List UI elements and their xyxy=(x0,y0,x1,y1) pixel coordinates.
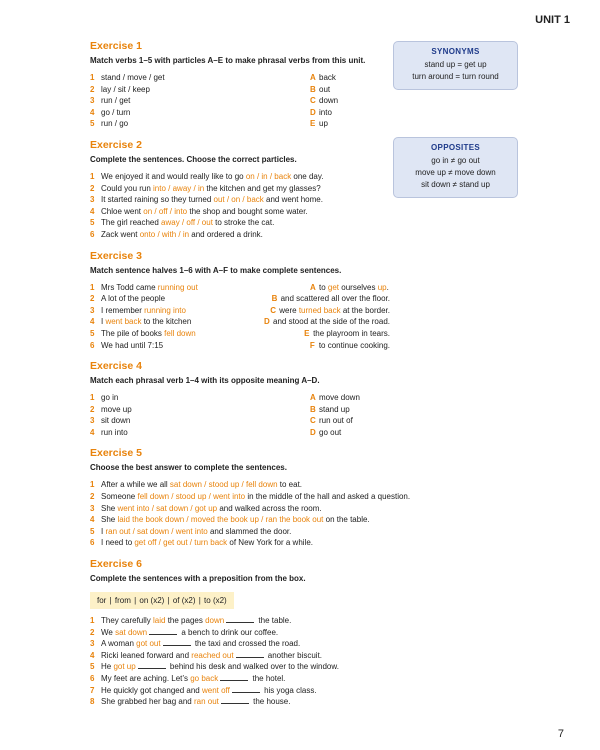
item-number: 5 xyxy=(90,119,95,129)
item-text: go / turn xyxy=(101,107,131,117)
answer-options: laid the book down / moved the book up / ran the book out xyxy=(117,515,324,525)
highlight-text: sat down xyxy=(115,627,148,637)
item-number: 2 xyxy=(90,84,95,94)
item-number: 3 xyxy=(90,96,95,106)
item-text: We enjoyed it and would really like to go xyxy=(101,171,246,181)
highlight-text: went back xyxy=(105,317,142,327)
item-number: 7 xyxy=(90,685,95,695)
list-item xyxy=(90,282,390,294)
list-item xyxy=(90,229,390,241)
item-text: run out of xyxy=(319,416,353,426)
item-text: the playroom in tears. xyxy=(313,328,390,338)
item-number: 4 xyxy=(90,317,95,327)
highlight-text: went off xyxy=(201,685,230,695)
item-number: 1 xyxy=(90,282,95,292)
item-text: Someone xyxy=(101,492,138,502)
item-number: 3 xyxy=(90,639,95,649)
item-text: the house. xyxy=(250,697,291,707)
item-number: 3 xyxy=(90,416,95,426)
word-box: for | from | on (x2) | of (x2) | to (x2) xyxy=(90,592,234,609)
answer-options: into / away / in xyxy=(153,183,205,193)
item-text: to xyxy=(319,282,328,292)
item-text: She xyxy=(101,515,118,525)
highlight-text: ran out xyxy=(193,697,219,707)
item-number: 6 xyxy=(90,538,95,548)
list-item xyxy=(90,537,390,549)
item-letter: E xyxy=(310,119,316,129)
answer-blank[interactable] xyxy=(149,627,177,635)
opposite-line: go in ≠ go out xyxy=(431,156,480,165)
item-number: 1 xyxy=(90,73,95,82)
synonym-line: stand up = get up xyxy=(424,60,487,69)
item-text: to stroke the cat. xyxy=(212,218,275,228)
item-letter: C xyxy=(310,96,316,106)
item-text: Could you run xyxy=(101,183,154,193)
item-number: 5 xyxy=(90,662,95,672)
list-item xyxy=(90,118,390,130)
item-letter: D xyxy=(310,427,316,437)
answer-options: onto / with / in xyxy=(139,229,190,239)
answer-blank[interactable] xyxy=(138,661,166,669)
item-letter: B xyxy=(310,84,316,94)
answer-options: get off / get out / turn back xyxy=(134,538,228,548)
item-number: 8 xyxy=(90,697,95,707)
list-item xyxy=(90,685,390,697)
list-item xyxy=(90,171,390,183)
item-number: 4 xyxy=(90,650,95,660)
item-text: and stood at the side of the road. xyxy=(273,317,390,327)
item-text: Mrs Todd came xyxy=(101,282,158,292)
list-item xyxy=(90,316,390,328)
opposites-box xyxy=(393,137,518,198)
item-text: his yoga class. xyxy=(261,685,317,695)
item-text: and scattered all over the floor. xyxy=(280,294,390,304)
exercise-instruction: Match verbs 1–5 with particles A–E to make phrasal verbs from this unit. xyxy=(90,56,366,65)
item-text: run into xyxy=(101,427,128,437)
item-text: A woman xyxy=(101,639,137,649)
item-number: 5 xyxy=(90,526,95,536)
synonyms-title: SYNONYMS xyxy=(431,47,480,56)
item-text: the hotel. xyxy=(250,674,286,683)
list-item xyxy=(90,491,411,503)
list-item xyxy=(90,217,390,229)
list-item xyxy=(90,328,390,340)
opposite-line: move up ≠ move down xyxy=(415,168,496,177)
answer-options: went into / sat down / got up xyxy=(117,503,218,513)
opposites-title: OPPOSITES xyxy=(431,143,480,152)
item-number: 5 xyxy=(90,218,95,228)
item-text: move down xyxy=(319,393,360,403)
list-item xyxy=(90,650,390,662)
item-text: the shop and bought some water. xyxy=(187,206,308,216)
item-text: It started raining so they turned xyxy=(101,195,214,205)
list-item xyxy=(90,661,390,673)
exercise-3 xyxy=(90,250,390,352)
item-text: She xyxy=(101,503,118,513)
item-number: 2 xyxy=(90,294,95,304)
list-item xyxy=(90,427,390,439)
exercise-1 xyxy=(90,40,390,130)
answer-blank[interactable] xyxy=(236,650,264,658)
item-text: the taxi and crossed the road. xyxy=(192,639,301,649)
list-item xyxy=(90,107,390,119)
list-item xyxy=(90,627,390,639)
item-number: 5 xyxy=(90,328,95,338)
item-number: 3 xyxy=(90,305,95,315)
list-item xyxy=(90,514,390,526)
highlight-text: up xyxy=(377,282,387,292)
list-item xyxy=(90,503,390,515)
item-text: My feet are aching. Let’s xyxy=(101,674,191,683)
item-letter: B xyxy=(271,294,278,304)
opposite-line: sit down ≠ stand up xyxy=(421,180,490,189)
item-text: I xyxy=(101,317,106,327)
exercise-5 xyxy=(90,447,411,549)
item-number: 2 xyxy=(90,183,95,193)
item-text: and walked across the room. xyxy=(217,503,322,513)
highlight-text: got out xyxy=(136,639,161,649)
answer-blank[interactable] xyxy=(163,638,191,646)
item-text: go out xyxy=(319,427,342,437)
item-letter: B xyxy=(310,404,316,414)
item-number: 2 xyxy=(90,404,95,414)
answer-options: away / off / out xyxy=(161,218,213,228)
item-letter: C xyxy=(310,416,316,426)
item-text: up xyxy=(319,119,328,129)
highlight-text: get xyxy=(327,282,340,292)
item-text: to eat. xyxy=(277,480,303,490)
list-item xyxy=(90,479,390,491)
highlight-text: fell down xyxy=(164,328,196,338)
exercise-instruction: Match sentence halves 1–6 with A–F to make complete sentences. xyxy=(90,265,342,275)
item-text: back xyxy=(319,73,336,82)
list-item xyxy=(90,72,390,84)
item-letter: A xyxy=(310,73,316,82)
answer-options: out / on / back xyxy=(213,195,264,205)
highlight-text: laid xyxy=(153,616,166,626)
item-text: move up xyxy=(101,404,132,414)
list-item xyxy=(90,404,390,416)
item-text: ourselves xyxy=(339,282,378,292)
list-item xyxy=(90,392,390,404)
list-item xyxy=(90,206,390,218)
list-item xyxy=(90,526,390,538)
item-text: lay / sit / keep xyxy=(101,84,150,94)
item-text: another biscuit. xyxy=(265,650,323,660)
answer-options: sat down / stood up / fell down xyxy=(169,480,278,490)
item-number: 1 xyxy=(90,393,95,403)
highlight-text: down xyxy=(205,616,225,626)
word-box-item: to (x2) xyxy=(204,596,227,606)
list-item xyxy=(90,293,390,305)
word-box-item: on (x2) xyxy=(139,596,165,606)
item-text: into xyxy=(319,107,332,117)
answer-blank[interactable] xyxy=(232,685,260,693)
item-text: She grabbed her bag and xyxy=(101,697,194,707)
list-item xyxy=(90,95,390,107)
item-number: 2 xyxy=(90,492,95,502)
item-letter: D xyxy=(264,317,270,327)
item-letter: E xyxy=(304,328,310,338)
answer-options: on / in / back xyxy=(245,171,292,181)
item-number: 4 xyxy=(90,107,95,117)
item-text: After a while we all xyxy=(101,480,170,490)
exercise-instruction: Choose the best answer to complete the sentences. xyxy=(90,463,287,473)
page-number: 7 xyxy=(557,728,564,740)
item-text: A lot of the people xyxy=(101,294,166,304)
unit-label: UNIT 1 xyxy=(535,14,570,26)
item-letter: A xyxy=(310,393,316,403)
item-text: . xyxy=(386,282,389,292)
item-text: They carefully xyxy=(101,616,154,626)
exercise-title: Exercise 3 xyxy=(90,249,142,262)
item-text: I remember xyxy=(101,305,145,315)
list-item xyxy=(90,84,390,96)
item-text: Ricki leaned forward and xyxy=(101,650,192,660)
item-text: and went home. xyxy=(263,195,323,205)
item-number: 4 xyxy=(90,515,95,525)
exercise-instruction: Match each phrasal verb 1–4 with its opposite meaning A–D. xyxy=(90,376,320,386)
highlight-text: go back xyxy=(190,674,219,683)
item-text: of New York for a while. xyxy=(227,538,313,548)
exercise-title: Exercise 5 xyxy=(90,447,142,460)
item-text: He quickly got changed and xyxy=(101,685,202,695)
highlight-text: running into xyxy=(144,305,186,315)
item-letter: A xyxy=(310,282,316,292)
item-number: 6 xyxy=(90,674,95,683)
list-item xyxy=(90,183,390,195)
highlight-text: turned back xyxy=(298,305,341,315)
item-text: to continue cooking. xyxy=(318,340,390,350)
answer-options: fell down / stood up / went into xyxy=(137,492,246,502)
item-text: one day. xyxy=(291,171,324,181)
list-item xyxy=(90,194,390,206)
highlight-text: running out xyxy=(157,282,198,292)
synonyms-box xyxy=(393,41,518,90)
list-item xyxy=(90,305,390,317)
exercise-instruction: Complete the sentences with a preposition from the box. xyxy=(90,574,306,584)
item-text: go in xyxy=(101,393,119,403)
list-item xyxy=(90,638,390,650)
item-number: 3 xyxy=(90,195,95,205)
word-box-item: for xyxy=(97,596,107,606)
item-text: I need to xyxy=(101,538,135,548)
item-text: in the middle of the hall and asked a question. xyxy=(245,492,411,502)
item-number: 6 xyxy=(90,229,95,239)
item-text: a bench to drink our coffee. xyxy=(179,627,279,637)
item-number: 6 xyxy=(90,340,95,350)
word-box-item: from xyxy=(114,596,131,606)
item-text: sit down xyxy=(101,416,131,426)
answer-blank[interactable] xyxy=(220,673,248,681)
item-number: 4 xyxy=(90,206,95,216)
exercise-6 xyxy=(90,558,390,708)
item-letter: D xyxy=(310,107,316,117)
item-text: to the kitchen xyxy=(141,317,192,327)
item-text: stand up xyxy=(319,404,350,414)
list-item xyxy=(90,696,390,708)
highlight-text: reached out xyxy=(191,650,234,660)
item-text: Chloe went xyxy=(101,206,144,216)
item-letter: C xyxy=(270,305,277,315)
answer-options: on / off / into xyxy=(143,206,188,216)
item-number: 3 xyxy=(90,503,95,513)
answer-blank[interactable] xyxy=(221,696,249,704)
exercise-title: Exercise 4 xyxy=(90,360,142,373)
item-text: the kitchen and get my glasses? xyxy=(204,183,321,193)
exercise-instruction: Complete the sentences. Choose the correct particles. xyxy=(90,154,297,164)
list-item xyxy=(90,615,390,627)
exercise-2 xyxy=(90,139,390,241)
list-item xyxy=(90,415,390,427)
answer-options: ran out / sat down / went into xyxy=(105,526,208,536)
exercise-4 xyxy=(90,360,390,438)
item-number: 1 xyxy=(90,616,95,626)
exercises-column xyxy=(90,40,411,717)
exercise-title: Exercise 2 xyxy=(90,138,142,151)
item-text: the table. xyxy=(256,616,292,626)
synonym-line: turn around = turn round xyxy=(412,72,499,81)
item-text: Zack went xyxy=(101,229,140,239)
item-number: 1 xyxy=(90,171,95,181)
exercise-title: Exercise 6 xyxy=(90,558,142,571)
item-text: out xyxy=(319,84,331,94)
item-text: run / get xyxy=(101,96,131,106)
item-text: behind his desk and walked over to the window. xyxy=(167,662,339,672)
item-text: and slammed the door. xyxy=(207,526,292,536)
item-number: 4 xyxy=(90,427,95,437)
item-text: the pages xyxy=(165,616,206,626)
item-number: 2 xyxy=(90,627,95,637)
item-text: I xyxy=(101,526,106,536)
item-text: on the table. xyxy=(323,515,370,525)
item-text: He xyxy=(101,662,114,672)
item-text: down xyxy=(319,96,339,106)
answer-blank[interactable] xyxy=(226,615,254,623)
item-text: run / go xyxy=(101,119,129,129)
item-text: The girl reached xyxy=(101,218,162,228)
item-text: The pile of books xyxy=(101,328,165,338)
item-text: stand / move / get xyxy=(101,73,165,82)
item-letter: F xyxy=(309,340,315,350)
item-text: were xyxy=(279,305,299,315)
highlight-text: got up xyxy=(113,662,136,672)
item-text: at the border. xyxy=(340,305,390,315)
list-item xyxy=(90,340,390,352)
exercise-title: Exercise 1 xyxy=(90,40,142,52)
list-item xyxy=(90,673,390,685)
word-box-item: of (x2) xyxy=(172,596,196,606)
item-text: We had until 7:15 xyxy=(101,340,164,350)
item-text: and ordered a drink. xyxy=(189,229,263,239)
item-text: We xyxy=(101,627,116,637)
item-number: 1 xyxy=(90,480,95,490)
